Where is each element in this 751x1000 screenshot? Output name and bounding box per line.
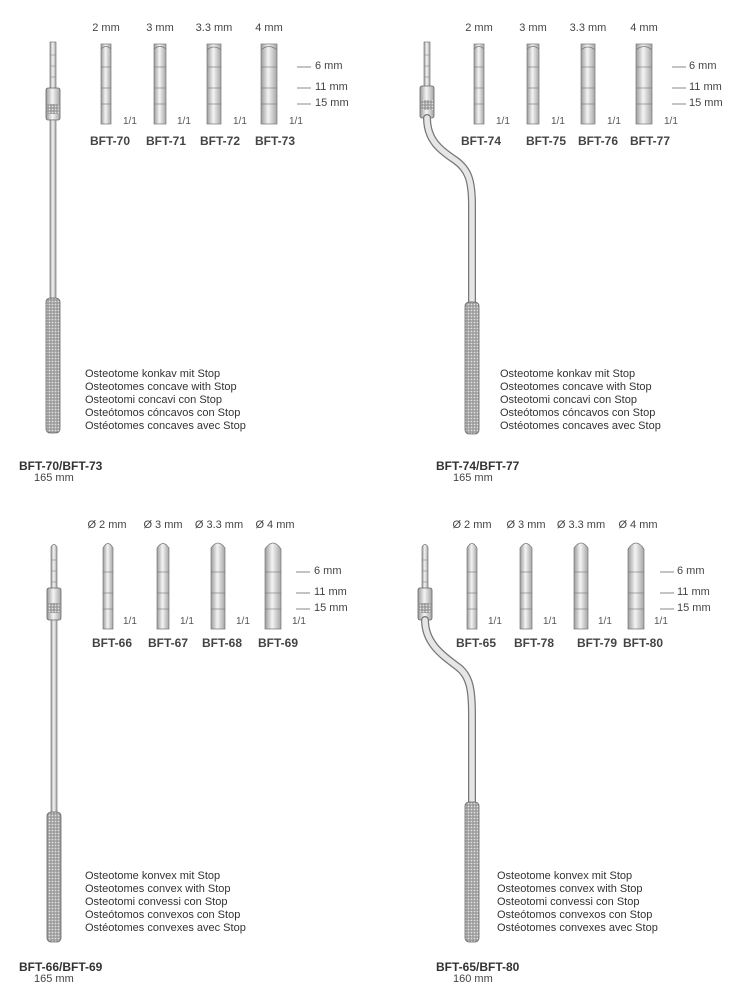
scale-label: 1/1 <box>123 616 137 627</box>
description-en: Osteotomes convex with Stop <box>85 883 231 895</box>
tip-detail-4 <box>636 44 652 124</box>
depth-label: 11 mm <box>314 586 347 598</box>
description-list <box>85 870 246 935</box>
scale-label: 1/1 <box>488 616 502 627</box>
tip-size-label: 3 mm <box>146 22 174 34</box>
tip-size-label: Ø 2 mm <box>452 519 492 531</box>
description-it: Osteotomi convessi con Stop <box>497 896 640 908</box>
description-fr: Ostéotomes convexes avec Stop <box>497 922 658 934</box>
tip-size-label: Ø 4 mm <box>255 519 295 531</box>
description-it: Osteotomi concavi con Stop <box>85 394 222 406</box>
description-en: Osteotomes convex with Stop <box>497 883 643 895</box>
panel-bft-74-77 <box>380 0 750 495</box>
description-es: Osteótomos cóncavos con Stop <box>500 407 656 419</box>
tip-detail-2 <box>154 44 166 124</box>
scale-label: 1/1 <box>233 116 247 127</box>
depth-label: 6 mm <box>315 60 343 72</box>
description-es: Osteótomos cóncavos con Stop <box>85 407 241 419</box>
scale-label: 1/1 <box>289 116 303 127</box>
description-list <box>500 368 661 433</box>
depth-label: 6 mm <box>314 565 342 577</box>
product-code: BFT-70 <box>89 134 131 148</box>
instrument-length: 165 mm <box>453 472 493 484</box>
depth-label: 15 mm <box>677 602 711 614</box>
tip-detail-2 <box>527 44 539 124</box>
instrument-tip <box>51 545 57 591</box>
depth-label: 15 mm <box>689 97 723 109</box>
set-title: BFT-70/BFT-73 <box>19 459 103 473</box>
product-code: BFT-72 <box>199 134 241 148</box>
instrument-tip <box>422 545 428 591</box>
depth-label: 6 mm <box>689 60 717 72</box>
product-code: BFT-77 <box>629 134 671 148</box>
instrument-shaft <box>51 620 57 815</box>
tip-size-label: 3.3 mm <box>569 22 607 34</box>
tip-size-label: Ø 3.3 mm <box>556 519 606 531</box>
tip-size-label: Ø 3.3 mm <box>194 519 244 531</box>
tip-size-label: 3 mm <box>519 22 547 34</box>
scale-label: 1/1 <box>123 116 137 127</box>
tip-size-label: Ø 3 mm <box>506 519 546 531</box>
description-fr: Ostéotomes concaves avec Stop <box>85 420 246 432</box>
depth-label: 11 mm <box>677 586 710 598</box>
description-fr: Ostéotomes concaves avec Stop <box>500 420 661 432</box>
instrument-tip <box>424 42 430 88</box>
depth-label: 15 mm <box>314 602 348 614</box>
panel-bft-66-69 <box>0 505 370 1000</box>
scale-label: 1/1 <box>177 116 191 127</box>
scale-label: 1/1 <box>664 116 678 127</box>
tip-detail-3 <box>581 44 595 124</box>
description-list <box>497 870 658 935</box>
description-list <box>85 368 246 433</box>
tip-size-label: Ø 4 mm <box>618 519 658 531</box>
description-es: Osteótomos convexos con Stop <box>85 909 241 921</box>
description-fr: Ostéotomes convexes avec Stop <box>85 922 246 934</box>
tip-detail-2 <box>520 544 532 630</box>
tip-size-label: 4 mm <box>255 22 283 34</box>
product-code: BFT-66 <box>91 636 133 650</box>
description-de: Osteotome konkav mit Stop <box>85 368 221 380</box>
set-title: BFT-65/BFT-80 <box>436 960 520 974</box>
tip-detail-3 <box>207 44 221 124</box>
depth-label: 15 mm <box>315 97 349 109</box>
tip-detail-2 <box>157 544 169 630</box>
scale-label: 1/1 <box>543 616 557 627</box>
product-code: BFT-65 <box>455 636 497 650</box>
description-it: Osteotomi concavi con Stop <box>500 394 637 406</box>
tip-size-label: 3.3 mm <box>195 22 233 34</box>
tip-detail-1 <box>474 44 484 124</box>
scale-label: 1/1 <box>551 116 565 127</box>
scale-label: 1/1 <box>236 616 250 627</box>
scale-label: 1/1 <box>607 116 621 127</box>
depth-label: 6 mm <box>677 565 705 577</box>
tip-detail-1 <box>101 44 111 124</box>
product-code: BFT-71 <box>145 134 187 148</box>
instrument-handle <box>465 302 479 434</box>
instrument-handle <box>47 812 61 942</box>
set-title: BFT-74/BFT-77 <box>436 459 520 473</box>
product-code: BFT-75 <box>525 134 567 148</box>
panel-bft-70-73 <box>0 0 370 495</box>
instrument-shaft <box>50 120 56 300</box>
tip-size-label: 4 mm <box>630 22 658 34</box>
tip-size-label: Ø 2 mm <box>87 519 127 531</box>
instrument-length: 165 mm <box>34 973 74 985</box>
product-code: BFT-69 <box>257 636 299 650</box>
scale-label: 1/1 <box>496 116 510 127</box>
product-code: BFT-79 <box>576 636 618 650</box>
scale-label: 1/1 <box>180 616 194 627</box>
product-code: BFT-73 <box>254 134 296 148</box>
scale-label: 1/1 <box>654 616 668 627</box>
description-en: Osteotomes concave with Stop <box>500 381 652 393</box>
product-code: BFT-80 <box>622 636 664 650</box>
tip-size-label: Ø 3 mm <box>143 519 183 531</box>
scale-label: 1/1 <box>292 616 306 627</box>
description-it: Osteotomi convessi con Stop <box>85 896 228 908</box>
product-code: BFT-67 <box>147 636 189 650</box>
product-code: BFT-74 <box>460 134 502 148</box>
tip-detail-3 <box>574 543 588 629</box>
scale-label: 1/1 <box>598 616 612 627</box>
tip-size-label: 2 mm <box>92 22 120 34</box>
description-de: Osteotome konvex mit Stop <box>85 870 221 882</box>
description-es: Osteótomos convexos con Stop <box>497 909 653 921</box>
instrument-length: 165 mm <box>34 472 74 484</box>
product-code: BFT-68 <box>201 636 243 650</box>
tip-detail-4 <box>628 543 644 629</box>
tip-detail-3 <box>211 543 225 629</box>
tip-detail-4 <box>265 543 281 629</box>
instrument-handle <box>465 802 479 942</box>
description-de: Osteotome konvex mit Stop <box>497 870 633 882</box>
depth-label: 11 mm <box>689 81 722 93</box>
tip-detail-4 <box>261 44 277 124</box>
instrument-length: 160 mm <box>453 973 493 985</box>
instrument-handle <box>46 298 60 433</box>
description-en: Osteotomes concave with Stop <box>85 381 237 393</box>
tip-detail-1 <box>103 544 113 630</box>
set-title: BFT-66/BFT-69 <box>19 960 103 974</box>
tip-detail-1 <box>467 544 477 630</box>
description-de: Osteotome konkav mit Stop <box>500 368 636 380</box>
panel-bft-65-80 <box>380 505 750 1000</box>
tip-size-label: 2 mm <box>465 22 493 34</box>
depth-label: 11 mm <box>315 81 348 93</box>
product-code: BFT-78 <box>513 636 555 650</box>
product-code: BFT-76 <box>577 134 619 148</box>
